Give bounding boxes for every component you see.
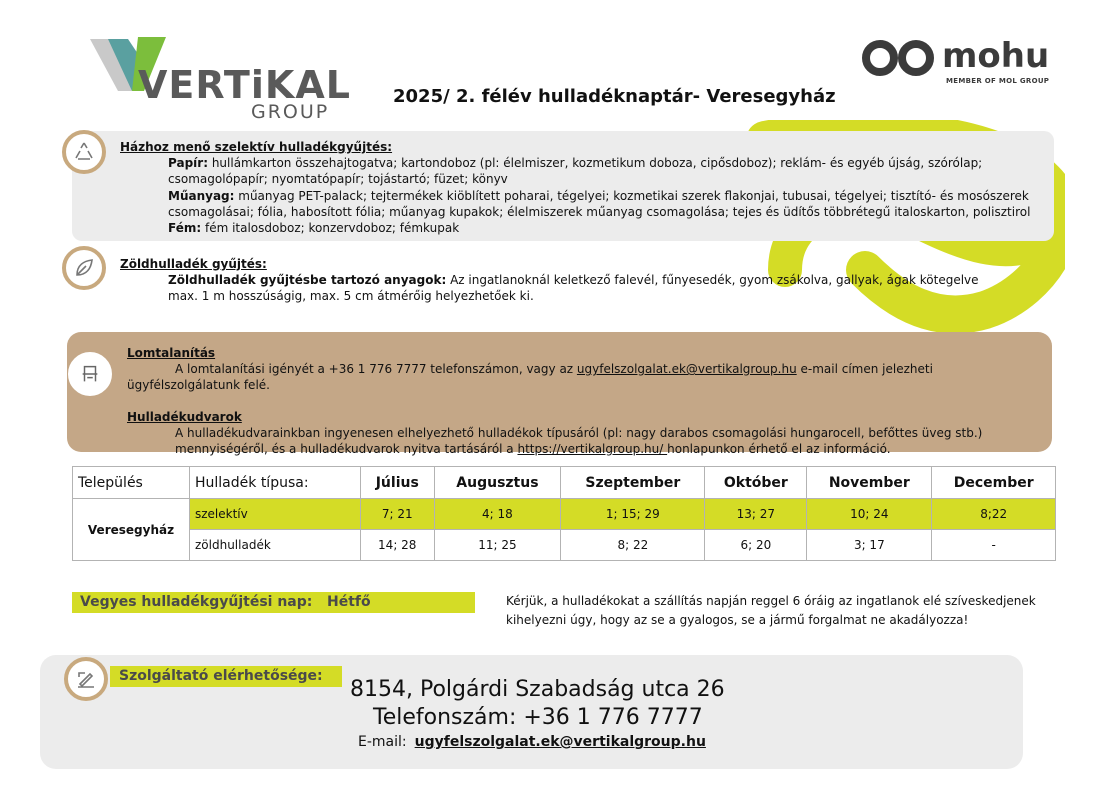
- yards-website-link[interactable]: https://vertikalgroup.hu/: [517, 442, 668, 457]
- mixed-waste-label: Vegyes hulladékgyűjtési nap:: [80, 594, 313, 610]
- edit-icon: [64, 657, 108, 701]
- provider-label: Szolgáltató elérhetősége:: [119, 668, 323, 684]
- header-month: Szeptember: [561, 467, 705, 499]
- waste-type-cell: zöldhulladék: [190, 530, 361, 561]
- table-header-row: [73, 467, 1056, 499]
- header-month: Július: [361, 467, 435, 499]
- email-label: E-mail:: [358, 734, 407, 750]
- header-type: Hulladék típusa:: [190, 467, 361, 499]
- green-heading: Zöldhulladék gyűjtés:: [120, 257, 267, 271]
- selective-section: [120, 139, 1050, 236]
- schedule-table: [72, 466, 1056, 561]
- date-cell: 11; 25: [434, 530, 561, 561]
- date-cell: 1; 15; 29: [561, 499, 705, 530]
- green-section: [120, 256, 1000, 305]
- date-cell: 7; 21: [361, 499, 435, 530]
- mohu-wordmark: mohu: [942, 36, 1050, 76]
- provider-label-bar: [110, 666, 342, 687]
- header-month: Október: [705, 467, 807, 499]
- provider-email-link[interactable]: ugyfelszolgalat.ek@vertikalgroup.hu: [414, 734, 706, 750]
- header-town: Település: [73, 467, 190, 499]
- header-month: November: [807, 467, 932, 499]
- mixed-waste-bar: [72, 592, 475, 613]
- yards-heading: Hulladékudvarok: [127, 409, 242, 424]
- header-month: Augusztus: [434, 467, 561, 499]
- date-cell: 10; 24: [807, 499, 932, 530]
- recycle-icon: [62, 130, 106, 174]
- selective-heading: Házhoz menő szelektív hulladékgyűjtés:: [120, 140, 393, 154]
- placement-note: Kérjük, a hulladékokat a szállítás napján reggel 6 óráig az ingatlanok elé szíveskedjenek kihelyezni úgy, hogy az se a gyalogos, se a jármű forgalmat ne akadályozza!: [506, 594, 1036, 627]
- green-description: Zöldhulladék gyűjtésbe tartozó anyagok: Az ingatlanoknál keletkező falevél, fűnyesedék, gyom zsákolva, gallyak, ágak kötegelve max. 1 m hosszúságig, max. 5 cm átmérőig helyezhetőek ki.: [168, 273, 979, 304]
- provider-phone: Telefonszám: +36 1 776 7777: [373, 705, 703, 730]
- date-cell: 4; 18: [434, 499, 561, 530]
- date-cell: 14; 28: [361, 530, 435, 561]
- armchair-icon: [68, 352, 112, 396]
- date-cell: -: [932, 530, 1056, 561]
- table-row: [73, 499, 1056, 530]
- header-month: December: [932, 467, 1056, 499]
- mohu-subtitle: MEMBER OF MOL GROUP: [946, 77, 1050, 85]
- vertikal-group-label: GROUP: [251, 101, 330, 123]
- selective-metal: Fém: fém italosdoboz; konzervdoboz; fémkupak: [168, 221, 460, 236]
- vertikal-logo: [88, 33, 351, 125]
- town-cell: Veresegyház: [73, 499, 190, 561]
- provider-address: 8154, Polgárdi Szabadság utca 26: [350, 677, 725, 702]
- mixed-waste-day: Hétfő: [327, 594, 371, 610]
- page-title: 2025/ 2. félév hulladéknaptár- Veresegyház: [393, 86, 836, 107]
- selective-paper: Papír: hullámkarton összehajtogatva; kartondoboz (pl: élelmiszer, kozmetikum doboza, cipősdoboz); reklám- és egyéb újság, szórólap; csomagolópapír; nyomtatópapír; tojástartó; füzet; könyv: [168, 156, 983, 187]
- bulky-email-link[interactable]: ugyfelszolgalat.ek@vertikalgroup.hu: [576, 362, 797, 377]
- date-cell: 13; 27: [705, 499, 807, 530]
- selective-plastic: Műanyag: műanyag PET-palack; tejtermékek kiöblített poharai, tégelyei; kozmetikai szerek flakonjai, tubusai, tégelyei; tisztító- és mosószerek csomagolásai; fólia, habosított fólia; műanyag kupakok; élelmiszerek műanyag csomagolása; tejes és üdítős többrétegű italoskarton, polisztirol: [168, 188, 1031, 219]
- mohu-logo: [860, 36, 1050, 96]
- vertikal-wordmark: VERTiKAL: [138, 63, 351, 107]
- mohu-infinity-mark: [860, 38, 936, 78]
- date-cell: 3; 17: [807, 530, 932, 561]
- bulky-text: A lomtalanítási igényét a +36 1 776 7777 telefonszámon, vagy az ugyfelszolgalat.ek@vertikalgroup.hu e-mail címen jelezheti ügyfélszolgálatunk felé.: [127, 362, 933, 393]
- provider-email-row: [358, 734, 706, 750]
- date-cell: 8;22: [932, 499, 1056, 530]
- bulky-section: [127, 345, 1042, 457]
- waste-type-cell: szelektív: [190, 499, 361, 530]
- leaf-icon: [62, 246, 106, 290]
- yards-text: A hulladékudvarainkban ingyenesen elhelyezhető hulladékok típusáról (pl: nagy darabos csomagolási hungarocell, befőttes üveg stb.) mennyiségéről, és a hulladékudvarok nyitva tartásáról a https://vertikalgroup.hu/ honlapunkon érhető el az információ.: [175, 425, 983, 457]
- bulky-heading: Lomtalanítás: [127, 346, 216, 360]
- table-row: [73, 530, 1056, 561]
- date-cell: 8; 22: [561, 530, 705, 561]
- date-cell: 6; 20: [705, 530, 807, 561]
